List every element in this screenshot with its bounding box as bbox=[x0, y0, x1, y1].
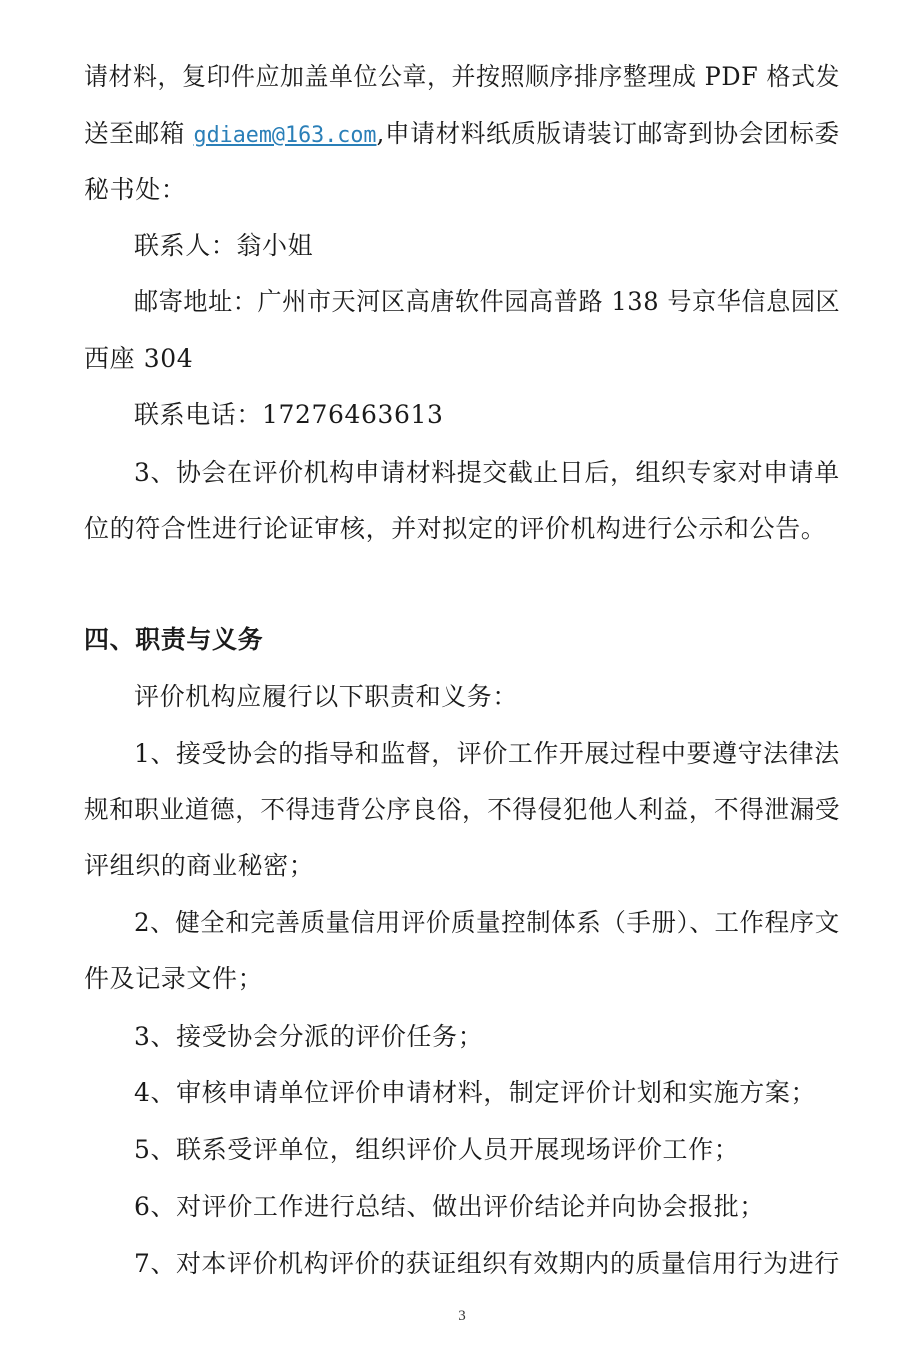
list-item: 3、接受协会分派的评价任务； bbox=[134, 1022, 484, 1051]
page-number: 3 bbox=[458, 1308, 466, 1324]
list-item: 1、接受协会的指导和监督，评价工作开展过程中要遵守法律法 bbox=[134, 739, 840, 768]
contact-phone: 联系电话：17276463613 bbox=[134, 400, 444, 429]
paragraph-line: 3、协会在评价机构申请材料提交截止日后，组织专家对申请单 bbox=[134, 458, 840, 487]
list-item-continued: 规和职业道德，不得违背公序良俗，不得侵犯他人利益，不得泄漏受 bbox=[84, 795, 841, 824]
paragraph-line: 请材料，复印件应加盖单位公章，并按照顺序排序整理成 PDF 格式发 bbox=[84, 62, 840, 91]
list-item: 2、健全和完善质量信用评价质量控制体系（手册）、工作程序文 bbox=[134, 908, 840, 937]
mailing-address-continued: 西座 304 bbox=[84, 344, 194, 373]
list-item-continued: 件及记录文件； bbox=[84, 964, 264, 993]
email-link[interactable]: gdiaem@163.com bbox=[193, 123, 377, 148]
paragraph-line: 位的符合性进行论证审核，并对拟定的评价机构进行公示和公告。 bbox=[84, 514, 827, 543]
list-item: 5、联系受评单位，组织评价人员开展现场评价工作； bbox=[134, 1135, 740, 1164]
section-heading: 四、职责与义务 bbox=[84, 625, 264, 654]
list-item: 6、对评价工作进行总结、做出评价结论并向协会报批； bbox=[134, 1192, 765, 1221]
text-segment: ,申请材料纸质版请装订邮寄到协会团标委 bbox=[376, 119, 840, 148]
list-item: 7、对本评价机构评价的获证组织有效期内的质量信用行为进行 bbox=[134, 1249, 840, 1278]
list-item: 4、审核申请单位评价申请材料，制定评价计划和实施方案； bbox=[134, 1078, 817, 1107]
paragraph-line: 秘书处： bbox=[84, 175, 187, 204]
text-segment: 送至邮箱 bbox=[84, 119, 194, 148]
paragraph-line: 评价机构应履行以下职责和义务： bbox=[134, 682, 519, 711]
mailing-address: 邮寄地址：广州市天河区高唐软件园高普路 138 号京华信息园区 bbox=[134, 287, 841, 316]
contact-person: 联系人：翁小姐 bbox=[134, 231, 314, 260]
paragraph-line-email bbox=[84, 118, 840, 152]
list-item-continued: 评组织的商业秘密； bbox=[84, 851, 315, 880]
